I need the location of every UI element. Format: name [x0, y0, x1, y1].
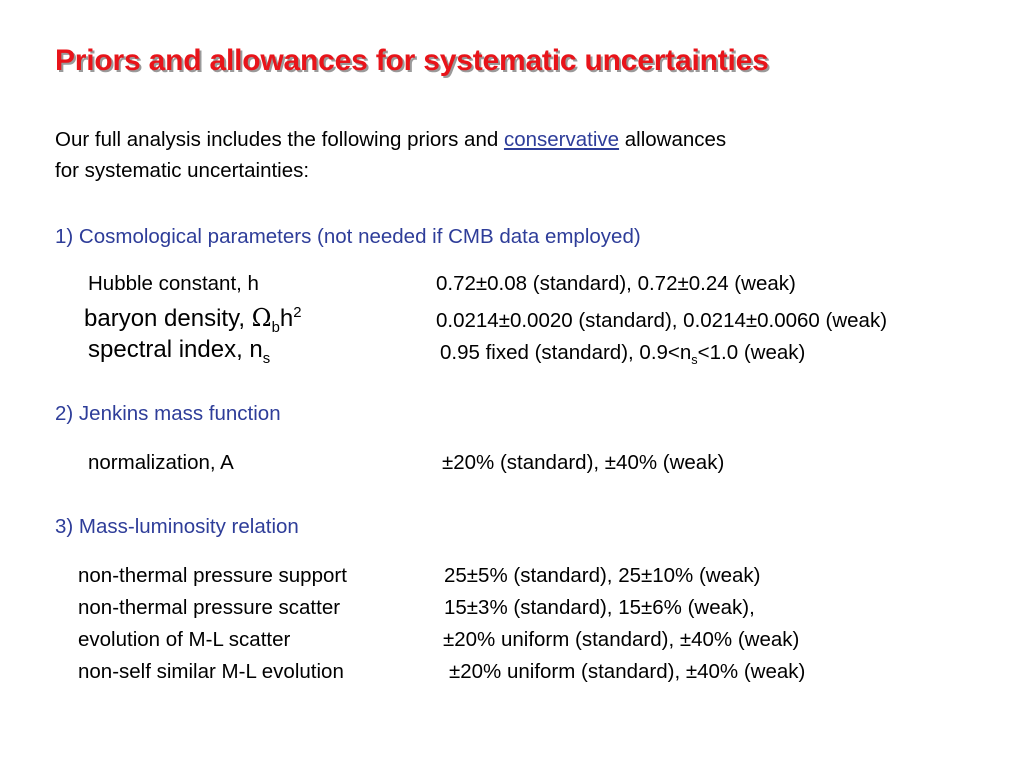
- spectral-value-subscript: s: [691, 352, 698, 368]
- param-label-ml-scatter: evolution of M-L scatter: [78, 628, 291, 651]
- param-value-spectral: [440, 341, 806, 368]
- param-value-hubble: 0.72±0.08 (standard), 0.72±0.24 (weak): [436, 272, 796, 295]
- param-value-ml-scatter: ±20% uniform (standard), ±40% (weak): [443, 628, 800, 651]
- slide-title: Priors and allowances for systematic uncertainties: [55, 44, 769, 77]
- baryon-label-text: baryon density,: [84, 305, 252, 332]
- intro-text-end: allowances: [619, 128, 727, 151]
- param-value-pressure-scatter: 15±3% (standard), 15±6% (weak),: [444, 596, 755, 619]
- intro-text: Our full analysis includes the following priors and: [55, 128, 504, 151]
- param-label-baryon: [84, 304, 302, 336]
- baryon-h: h: [279, 305, 294, 332]
- spectral-label-text: spectral index, n: [88, 336, 263, 363]
- param-label-pressure-scatter: non-thermal pressure scatter: [78, 596, 341, 619]
- section-heading-mass-luminosity: 3) Mass-luminosity relation: [55, 515, 299, 538]
- conservative-link[interactable]: conservative: [503, 128, 620, 151]
- param-value-baryon: 0.0214±0.0020 (standard), 0.0214±0.0060 (weak): [436, 309, 888, 332]
- param-label-ml-evolution: non-self similar M-L evolution: [78, 660, 344, 683]
- baryon-superscript: 2: [293, 305, 302, 321]
- baryon-subscript: b: [271, 319, 280, 336]
- param-value-normalization: ±20% (standard), ±40% (weak): [442, 451, 725, 474]
- param-value-ml-evolution: ±20% uniform (standard), ±40% (weak): [449, 660, 806, 683]
- spectral-value-text: 0.95 fixed (standard), 0.9<n: [440, 341, 692, 364]
- spectral-subscript: s: [262, 350, 271, 367]
- section-heading-cosmological: 1) Cosmological parameters (not needed if CMB data employed): [55, 225, 641, 248]
- param-label-pressure-support: non-thermal pressure support: [78, 564, 347, 587]
- spectral-value-end: <1.0 (weak): [697, 341, 806, 364]
- param-label-normalization: normalization, A: [88, 451, 234, 474]
- param-label-hubble: Hubble constant, h: [88, 272, 259, 295]
- param-value-pressure-support: 25±5% (standard), 25±10% (weak): [444, 564, 761, 587]
- intro-line-2: for systematic uncertainties:: [55, 159, 310, 182]
- param-label-spectral: [88, 336, 271, 367]
- omega-symbol: Ω: [251, 304, 272, 332]
- intro-line-1: [55, 128, 726, 152]
- section-heading-jenkins: 2) Jenkins mass function: [55, 402, 281, 425]
